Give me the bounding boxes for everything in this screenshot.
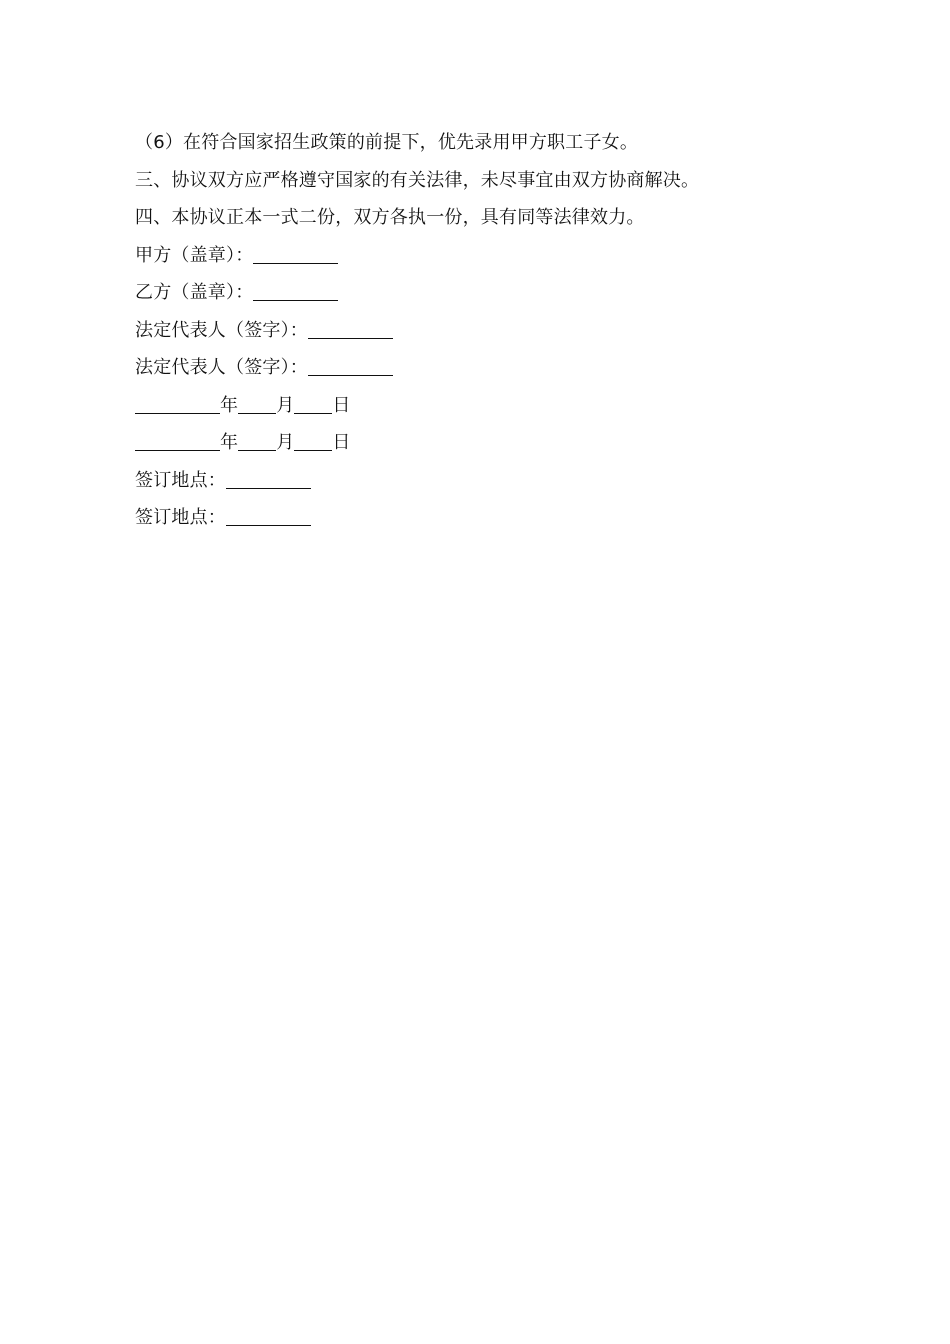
- contract-body: [135, 124, 835, 537]
- sign-place-a-line: [135, 462, 835, 500]
- legal-rep-a-label: 法定代表人（签字）：: [135, 319, 308, 341]
- date-b-year-label: 年: [220, 432, 239, 453]
- party-a-seal-line: [135, 237, 835, 275]
- clause-item-6: （6）在符合国家招生政策的前提下，优先录用甲方职工子女。: [135, 132, 639, 153]
- date-a-day-blank[interactable]: [294, 395, 332, 414]
- party-b-seal-blank[interactable]: [253, 282, 338, 301]
- date-b-month-label: 月: [276, 432, 295, 453]
- date-line-a: [135, 387, 835, 425]
- sign-place-b-line: [135, 499, 835, 537]
- legal-rep-a-blank[interactable]: [308, 320, 393, 339]
- clause-section-3: 三、协议双方应严格遵守国家的有关法律，未尽事宜由双方协商解决。: [135, 169, 700, 191]
- date-b-day-label: 日: [332, 432, 351, 453]
- date-a-month-label: 月: [276, 394, 295, 416]
- date-a-year-label: 年: [220, 394, 239, 416]
- clause-section-4: 四、本协议正本一式二份，双方各执一份，具有同等法律效力。: [135, 207, 645, 228]
- party-a-seal-label: 甲方（盖章）：: [135, 244, 254, 266]
- legal-rep-a-line: [135, 312, 835, 350]
- party-b-seal-label: 乙方（盖章）：: [135, 282, 254, 303]
- legal-rep-b-line: [135, 349, 835, 387]
- sign-place-b-label: 签订地点：: [135, 507, 226, 528]
- date-line-b: [135, 424, 835, 462]
- date-b-day-blank[interactable]: [294, 432, 332, 451]
- date-a-month-blank[interactable]: [238, 395, 276, 414]
- sign-place-a-blank[interactable]: [226, 470, 311, 489]
- date-b-month-blank[interactable]: [238, 432, 276, 451]
- sign-place-a-label: 签订地点：: [135, 469, 226, 491]
- date-b-year-blank[interactable]: [135, 432, 220, 451]
- date-a-day-label: 日: [332, 394, 351, 416]
- party-b-seal-line: [135, 274, 835, 312]
- legal-rep-b-label: 法定代表人（签字）：: [135, 357, 308, 378]
- legal-rep-b-blank[interactable]: [308, 357, 393, 376]
- sign-place-b-blank[interactable]: [226, 507, 311, 526]
- date-a-year-blank[interactable]: [135, 395, 220, 414]
- party-a-seal-blank[interactable]: [253, 245, 338, 264]
